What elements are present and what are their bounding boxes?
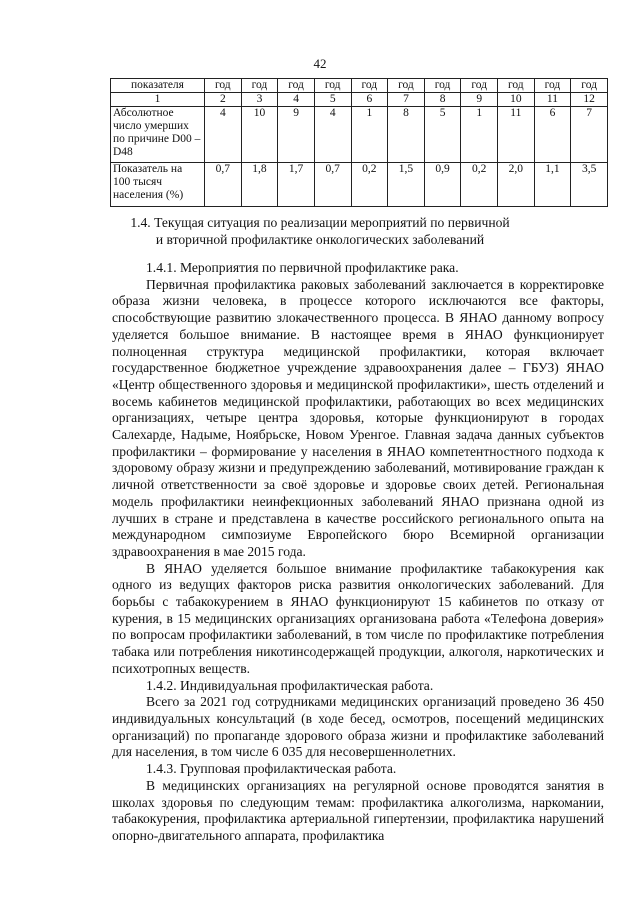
- table-cell: 1,5: [388, 163, 425, 207]
- section-heading-line2: и вторичной профилактике онкологических заболеваний: [155, 232, 485, 247]
- section-heading-line1: 1.4. Текущая ситуация по реализации мероприятий по первичной: [130, 215, 510, 230]
- table-cell: 0,7: [314, 163, 351, 207]
- paragraph-tobacco: В ЯНАО уделяется большое внимание профилактике табакокурения как одного из ведущих факторов риска развития онкологических заболеваний. Для борьбы с табакокурением в ЯНАО функционируют 15 кабинетов по отказу от курения, в 15 медицинских организациях организована работа «Телефона доверия» по вопросам профилактики заболеваний, в том числе по профилактике потребления табака или потребления никотинсодержащей продукции, алкоголя, наркотических и психотропных веществ.: [112, 560, 604, 676]
- table-cell: 6: [534, 107, 571, 163]
- table-index-cell: 12: [571, 93, 608, 107]
- row-label: Показатель на 100 тысяч населения (%): [111, 163, 205, 207]
- table-cell: 0,9: [424, 163, 461, 207]
- table-index-cell: 3: [241, 93, 278, 107]
- table-header-row: [111, 79, 608, 93]
- subsection-title-group: 1.4.3. Групповая профилактическая работа.: [146, 761, 397, 777]
- table-header-cell: год: [571, 79, 608, 93]
- table-index-cell: 10: [498, 93, 535, 107]
- table-header-cell: год: [205, 79, 242, 93]
- table-index-cell: 2: [205, 93, 242, 107]
- table-index-cell: 8: [424, 93, 461, 107]
- table-cell: 1: [461, 107, 498, 163]
- table-header-cell: год: [314, 79, 351, 93]
- table-header-cell: год: [241, 79, 278, 93]
- table-header-cell: год: [461, 79, 498, 93]
- table-header-cell: год: [534, 79, 571, 93]
- table-index-cell: 9: [461, 93, 498, 107]
- table-cell: 0,2: [461, 163, 498, 207]
- table-cell: 3,5: [571, 163, 608, 207]
- table-cell: 4: [314, 107, 351, 163]
- table-index-cell: 4: [278, 93, 315, 107]
- table-cell: 2,0: [498, 163, 535, 207]
- table-index-cell: 11: [534, 93, 571, 107]
- table-header-cell: год: [388, 79, 425, 93]
- table-cell: 4: [205, 107, 242, 163]
- table-index-cell: 7: [388, 93, 425, 107]
- table-cell: 1,8: [241, 163, 278, 207]
- table-header-cell: показателя: [111, 79, 205, 93]
- row-label: Абсолютное число умерших по причине D00 – D48: [111, 107, 205, 163]
- table-header-cell: год: [351, 79, 388, 93]
- table-cell: 1,1: [534, 163, 571, 207]
- table-cell: 1,7: [278, 163, 315, 207]
- table-index-cell: 1: [111, 93, 205, 107]
- section-heading: [0, 214, 640, 248]
- table-index-cell: 6: [351, 93, 388, 107]
- paragraph-individual: Всего за 2021 год сотрудниками медицинских организаций проведено 36 450 индивидуальных консультаций (в ходе бесед, осмотров, посещений медицинских организаций) по пропаганде здорового образа жизни и профилактике заболеваний для населения, в том числе 6 035 для несовершеннолетних.: [112, 694, 604, 760]
- page-number: 42: [313, 56, 327, 71]
- table-cell: 10: [241, 107, 278, 163]
- table-cell: 0,7: [205, 163, 242, 207]
- table-index-cell: 5: [314, 93, 351, 107]
- table-header-cell: год: [278, 79, 315, 93]
- table-cell: 8: [388, 107, 425, 163]
- paragraph-primary-prevention: Первичная профилактика раковых заболеваний заключается в корректировке образа жизни человека, в процессе которого исключаются все факторы, способствующие развитию злокачественного процесса. В ЯНАО данному вопросу уделяется большое внимание. В настоящее время в ЯНАО функционирует полноценная структура медицинской профилактики, которая включает государственное бюджетное учреждение здравоохранения далее – ГБУЗ) ЯНАО «Центр общественного здоровья и медицинской профилактики», шесть отделений и восемь кабинетов медицинской профилактики, работающих во всех медицинских организациях, четыре центра здоровья, которые функционируют в городах Салехарде, Надыме, Ноябрьске, Новом Уренгое. Главная задача данных субъектов профилактики – формирование у населения в ЯНАО компетентностного подхода к здоровому образу жизни и предупреждению заболеваний, мотивирование граждан к личной ответственности за своё здоровье и здоровье своих детей. Региональная модель профилактики неинфекционных заболеваний ЯНАО признана одной из лучших в стране и представлена в качестве российского регионального опыта на международном симпозиуме Европейского бюро Всемирной организации здравоохранения в мае 2015 года.: [112, 276, 604, 559]
- mortality-table: [110, 78, 608, 207]
- table-cell: 5: [424, 107, 461, 163]
- body-text: [112, 260, 604, 845]
- table-row-rate: [111, 163, 608, 207]
- table-cell: 1: [351, 107, 388, 163]
- table-cell: 7: [571, 107, 608, 163]
- paragraph-group: В медицинских организациях на регулярной основе проводятся занятия в школах здоровья по следующим темам: профилактика алкоголизма, наркомании, табакокурения, профилактика артериальной гипертензии, профилактика нарушений опорно-двигательного аппарата, профилактика: [112, 777, 604, 843]
- table-cell: 9: [278, 107, 315, 163]
- table-row-deaths: [111, 107, 608, 163]
- table-header-cell: год: [498, 79, 535, 93]
- subsection-title-individual: 1.4.2. Индивидуальная профилактическая работа.: [146, 677, 434, 693]
- table-header-cell: год: [424, 79, 461, 93]
- table-cell: 0,2: [351, 163, 388, 207]
- table-index-row: [111, 93, 608, 107]
- table-cell: 11: [498, 107, 535, 163]
- subsection-title-primary: 1.4.1. Мероприятия по первичной профилактике рака.: [146, 260, 459, 275]
